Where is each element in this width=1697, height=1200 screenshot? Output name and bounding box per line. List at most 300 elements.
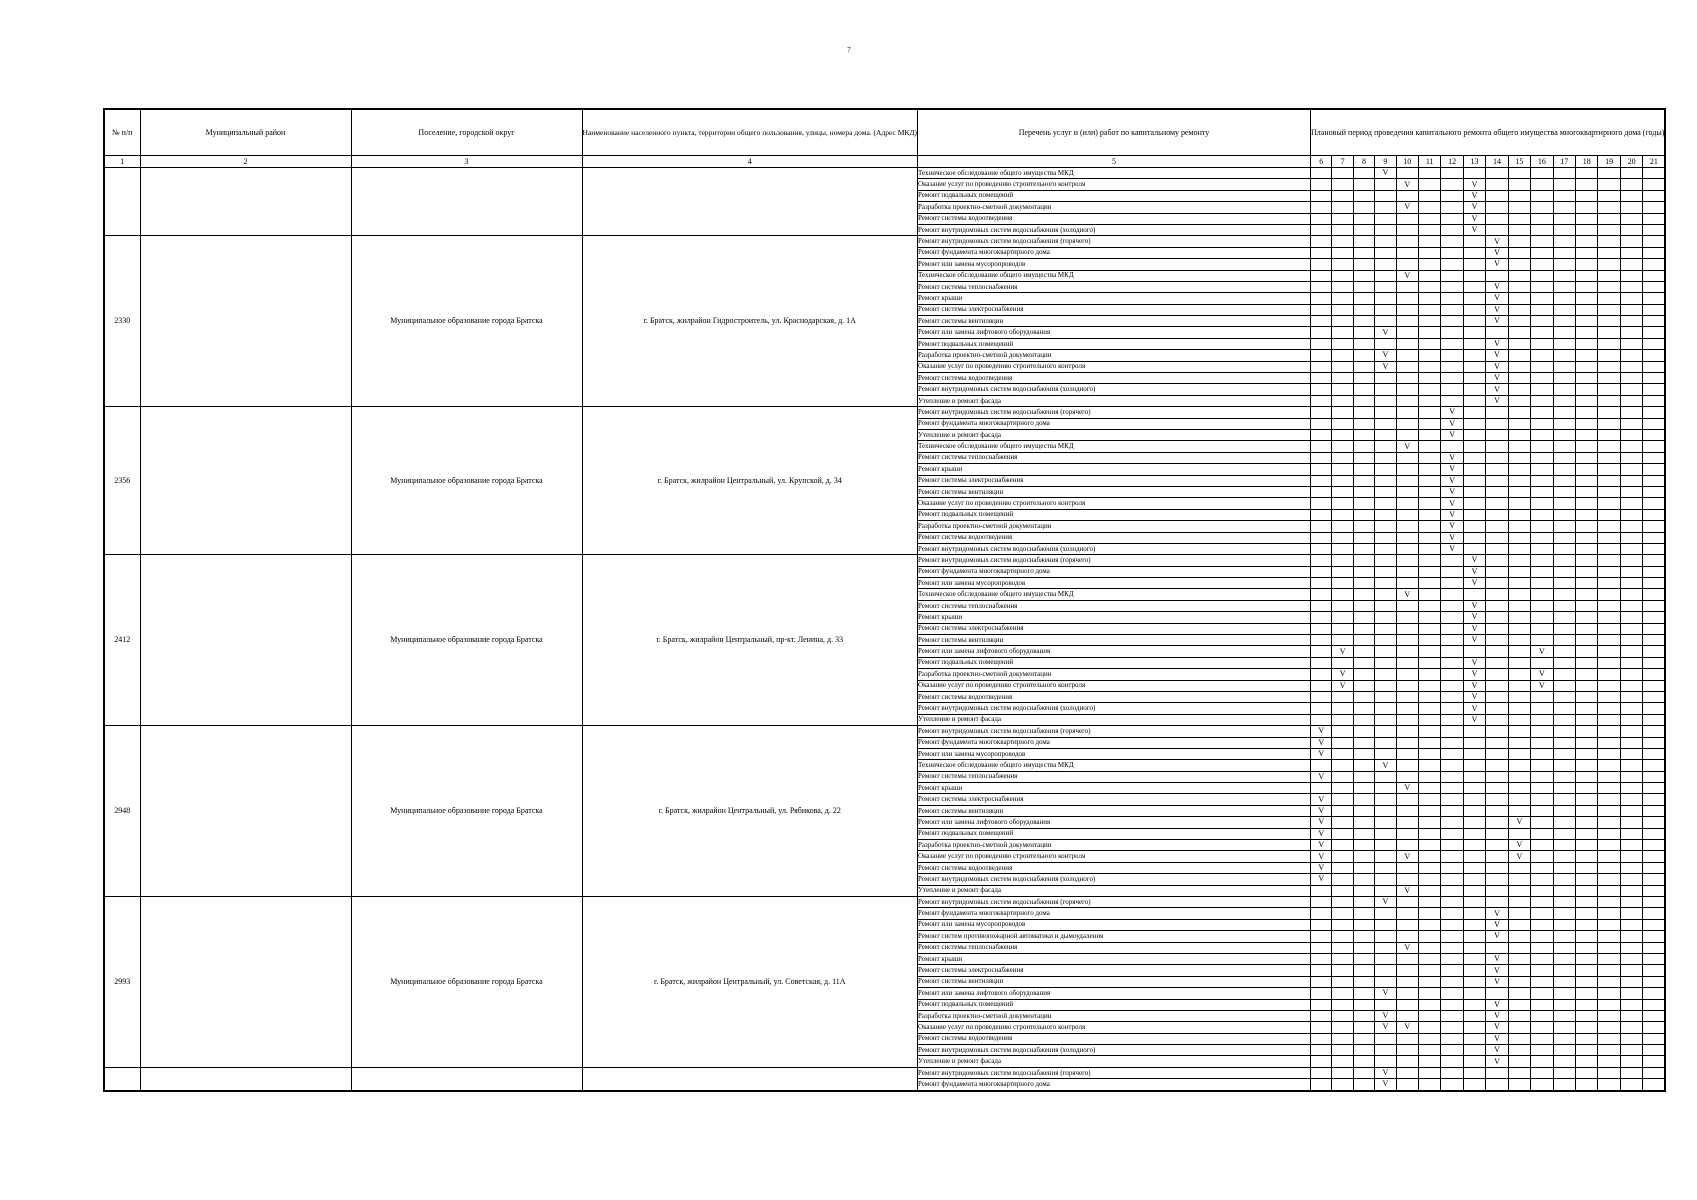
plan-cell (1332, 179, 1353, 190)
row-number: 2948 (104, 726, 140, 897)
plan-cell (1375, 338, 1396, 349)
column-number: 4 (582, 156, 918, 168)
plan-cell (1463, 418, 1485, 429)
plan-cell (1508, 703, 1530, 714)
plan-cell (1620, 771, 1642, 782)
plan-cell (1463, 794, 1485, 805)
plan-cell (1418, 452, 1440, 463)
plan-cell (1353, 657, 1374, 668)
plan-cell (1311, 407, 1332, 418)
plan-cell (1375, 418, 1396, 429)
plan-cell (1441, 908, 1463, 919)
plan-cell (1553, 464, 1575, 475)
plan-cell (1396, 350, 1418, 361)
plan-cell (1418, 475, 1440, 486)
plan-cell (1418, 202, 1440, 213)
plan-cell (1441, 771, 1463, 782)
plan-cell (1643, 418, 1666, 429)
plan-cell (1620, 509, 1642, 520)
plan-cell (1576, 794, 1598, 805)
plan-cell (1463, 1045, 1485, 1056)
plan-cell (1508, 1022, 1530, 1033)
plan-cell (1508, 862, 1530, 873)
plan-mark: V (1486, 1056, 1508, 1067)
column-number: 8 (1353, 156, 1374, 168)
plan-cell (1486, 771, 1508, 782)
plan-cell (1620, 874, 1642, 885)
plan-cell (1531, 179, 1553, 190)
plan-cell (1463, 350, 1485, 361)
header-row (104, 109, 1665, 156)
plan-mark: V (1396, 942, 1418, 953)
plan-cell (1311, 247, 1332, 258)
plan-mark: V (1531, 646, 1553, 657)
plan-cell (1396, 543, 1418, 554)
plan-cell (1418, 976, 1440, 987)
plan-cell (1486, 669, 1508, 680)
plan-cell (1418, 862, 1440, 873)
plan-cell (1396, 669, 1418, 680)
plan-cell (1531, 1079, 1553, 1091)
plan-cell (1311, 999, 1332, 1010)
plan-cell (1553, 1022, 1575, 1033)
plan-cell (1463, 384, 1485, 395)
plan-cell (1531, 475, 1553, 486)
plan-cell (1553, 976, 1575, 987)
plan-cell (1553, 1010, 1575, 1021)
plan-mark: V (1332, 680, 1353, 691)
plan-cell (1418, 429, 1440, 440)
table-body (104, 168, 1665, 1091)
plan-cell (1353, 771, 1374, 782)
plan-cell (1620, 885, 1642, 896)
plan-cell (1531, 293, 1553, 304)
plan-cell (1311, 395, 1332, 406)
plan-cell (1375, 555, 1396, 566)
plan-cell (1375, 578, 1396, 589)
plan-cell (1418, 498, 1440, 509)
plan-cell (1441, 236, 1463, 247)
plan-cell (1375, 908, 1396, 919)
plan-cell (1576, 714, 1598, 725)
row-number (104, 1067, 140, 1090)
plan-cell (1396, 190, 1418, 201)
plan-cell (1375, 976, 1396, 987)
plan-cell (1553, 395, 1575, 406)
work-item: Ремонт крыши (918, 293, 1311, 304)
plan-cell (1332, 612, 1353, 623)
plan-cell (1508, 748, 1530, 759)
plan-cell (1553, 281, 1575, 292)
plan-cell (1311, 578, 1332, 589)
plan-cell (1486, 942, 1508, 953)
plan-cell (1598, 635, 1620, 646)
plan-cell (1531, 509, 1553, 520)
plan-cell (1643, 452, 1666, 463)
work-item: Ремонт крыши (918, 612, 1311, 623)
plan-cell (1531, 794, 1553, 805)
plan-cell (1332, 475, 1353, 486)
plan-cell (1531, 384, 1553, 395)
plan-cell (1620, 1067, 1642, 1078)
plan-cell (1441, 384, 1463, 395)
plan-cell (1418, 840, 1440, 851)
plan-cell (1531, 395, 1553, 406)
plan-cell (1598, 874, 1620, 885)
address-cell (582, 168, 918, 236)
plan-cell (1396, 486, 1418, 497)
plan-cell (1508, 327, 1530, 338)
plan-cell (1576, 851, 1598, 862)
plan-cell (1486, 646, 1508, 657)
plan-cell (1598, 760, 1620, 771)
plan-cell (1598, 293, 1620, 304)
plan-cell (1332, 190, 1353, 201)
plan-cell (1418, 236, 1440, 247)
plan-cell (1576, 783, 1598, 794)
plan-cell (1508, 874, 1530, 885)
plan-cell (1508, 418, 1530, 429)
settlement-cell: Муниципальное образование города Братска (351, 726, 582, 897)
plan-mark: V (1486, 908, 1508, 919)
plan-cell (1620, 236, 1642, 247)
plan-cell (1332, 509, 1353, 520)
plan-cell (1353, 316, 1374, 327)
plan-cell (1643, 737, 1666, 748)
plan-cell (1375, 942, 1396, 953)
plan-cell (1643, 259, 1666, 270)
work-item: Утепление и ремонт фасада (918, 885, 1311, 896)
plan-cell (1643, 760, 1666, 771)
plan-cell (1643, 828, 1666, 839)
plan-cell (1553, 737, 1575, 748)
plan-cell (1576, 486, 1598, 497)
column-number: 9 (1375, 156, 1396, 168)
plan-cell (1620, 259, 1642, 270)
plan-cell (1576, 441, 1598, 452)
plan-cell (1311, 589, 1332, 600)
plan-cell (1576, 521, 1598, 532)
plan-cell (1643, 1067, 1666, 1078)
plan-cell (1375, 919, 1396, 930)
plan-cell (1332, 247, 1353, 258)
work-item: Ремонт или замена мусоропроводов (918, 259, 1311, 270)
plan-cell (1508, 726, 1530, 737)
plan-mark: V (1396, 179, 1418, 190)
plan-cell (1553, 897, 1575, 908)
plan-cell (1311, 612, 1332, 623)
table-row (104, 236, 1665, 247)
plan-cell (1508, 1067, 1530, 1078)
plan-cell (1553, 600, 1575, 611)
plan-cell (1463, 931, 1485, 942)
district-cell (140, 555, 351, 726)
plan-cell (1441, 281, 1463, 292)
plan-cell (1353, 202, 1374, 213)
plan-cell (1508, 771, 1530, 782)
plan-cell (1508, 1010, 1530, 1021)
plan-cell (1598, 1033, 1620, 1044)
plan-cell (1375, 874, 1396, 885)
plan-cell (1463, 942, 1485, 953)
plan-mark: V (1463, 202, 1485, 213)
work-item: Ремонт или замена лифтового оборудования (918, 646, 1311, 657)
plan-cell (1576, 168, 1598, 179)
plan-cell (1441, 566, 1463, 577)
plan-cell (1620, 464, 1642, 475)
work-item: Ремонт систем противопожарной автоматики и дымоудаления (918, 931, 1311, 942)
plan-cell (1553, 555, 1575, 566)
plan-cell (1553, 213, 1575, 224)
plan-cell (1553, 817, 1575, 828)
plan-cell (1643, 384, 1666, 395)
plan-cell (1441, 168, 1463, 179)
plan-cell (1643, 1045, 1666, 1056)
plan-cell (1643, 794, 1666, 805)
settlement-cell: Муниципальное образование города Братска (351, 407, 582, 555)
plan-mark: V (1396, 1022, 1418, 1033)
plan-cell (1332, 304, 1353, 315)
plan-cell (1463, 509, 1485, 520)
plan-cell (1441, 931, 1463, 942)
plan-cell (1643, 635, 1666, 646)
plan-cell (1643, 589, 1666, 600)
plan-cell (1418, 999, 1440, 1010)
work-item: Ремонт системы водоотведения (918, 1033, 1311, 1044)
plan-cell (1576, 965, 1598, 976)
plan-cell (1620, 919, 1642, 930)
plan-cell (1418, 794, 1440, 805)
plan-cell (1353, 748, 1374, 759)
work-item: Ремонт или замена мусоропроводов (918, 578, 1311, 589)
plan-mark: V (1463, 190, 1485, 201)
work-item: Утепление и ремонт фасада (918, 714, 1311, 725)
plan-cell (1643, 247, 1666, 258)
plan-cell (1598, 589, 1620, 600)
header-num: № п/п (104, 109, 140, 156)
plan-cell (1508, 714, 1530, 725)
plan-cell (1441, 760, 1463, 771)
plan-cell (1620, 703, 1642, 714)
plan-cell (1643, 714, 1666, 725)
plan-cell (1598, 190, 1620, 201)
plan-cell (1486, 635, 1508, 646)
plan-cell (1576, 828, 1598, 839)
plan-cell (1553, 908, 1575, 919)
plan-cell (1353, 259, 1374, 270)
plan-cell (1332, 452, 1353, 463)
plan-cell (1531, 464, 1553, 475)
plan-cell (1508, 338, 1530, 349)
plan-cell (1643, 817, 1666, 828)
work-item: Ремонт внутридомовых систем водоснабжения (холодного) (918, 1045, 1311, 1056)
plan-cell (1553, 919, 1575, 930)
plan-cell (1375, 612, 1396, 623)
plan-cell (1311, 566, 1332, 577)
plan-cell (1531, 1010, 1553, 1021)
plan-cell (1311, 418, 1332, 429)
plan-cell (1441, 703, 1463, 714)
plan-cell (1441, 202, 1463, 213)
plan-mark: V (1311, 862, 1332, 873)
plan-cell (1332, 942, 1353, 953)
plan-cell (1576, 669, 1598, 680)
plan-cell (1643, 486, 1666, 497)
plan-cell (1508, 600, 1530, 611)
plan-cell (1620, 680, 1642, 691)
column-number: 7 (1332, 156, 1353, 168)
plan-mark: V (1441, 452, 1463, 463)
plan-cell (1463, 270, 1485, 281)
plan-cell (1441, 874, 1463, 885)
plan-cell (1553, 874, 1575, 885)
plan-cell (1508, 555, 1530, 566)
plan-cell (1620, 407, 1642, 418)
plan-cell (1553, 475, 1575, 486)
plan-cell (1531, 281, 1553, 292)
plan-cell (1486, 555, 1508, 566)
plan-cell (1486, 418, 1508, 429)
plan-cell (1441, 999, 1463, 1010)
plan-cell (1598, 737, 1620, 748)
plan-cell (1508, 509, 1530, 520)
work-item: Ремонт фундамента многоквартирного дома (918, 566, 1311, 577)
plan-cell (1353, 988, 1374, 999)
plan-cell (1311, 373, 1332, 384)
plan-cell (1375, 509, 1396, 520)
plan-cell (1598, 919, 1620, 930)
plan-cell (1598, 395, 1620, 406)
plan-cell (1418, 589, 1440, 600)
plan-cell (1375, 851, 1396, 862)
plan-cell (1311, 783, 1332, 794)
plan-cell (1620, 1022, 1642, 1033)
plan-cell (1375, 953, 1396, 964)
plan-cell (1643, 532, 1666, 543)
plan-cell (1620, 190, 1642, 201)
plan-cell (1508, 316, 1530, 327)
plan-cell (1643, 395, 1666, 406)
plan-cell (1620, 566, 1642, 577)
plan-cell (1576, 384, 1598, 395)
plan-cell (1441, 213, 1463, 224)
plan-cell (1508, 919, 1530, 930)
plan-cell (1311, 236, 1332, 247)
plan-cell (1508, 350, 1530, 361)
plan-cell (1531, 224, 1553, 235)
plan-cell (1576, 703, 1598, 714)
work-item: Утепление и ремонт фасада (918, 395, 1311, 406)
plan-mark: V (1441, 498, 1463, 509)
plan-cell (1332, 840, 1353, 851)
plan-cell (1486, 840, 1508, 851)
plan-cell (1486, 486, 1508, 497)
plan-cell (1463, 851, 1485, 862)
plan-cell (1396, 623, 1418, 634)
column-number: 2 (140, 156, 351, 168)
plan-cell (1332, 236, 1353, 247)
plan-cell (1418, 726, 1440, 737)
plan-cell (1531, 429, 1553, 440)
plan-cell (1332, 760, 1353, 771)
plan-cell (1375, 726, 1396, 737)
plan-cell (1576, 475, 1598, 486)
column-number: 3 (351, 156, 582, 168)
plan-cell (1311, 486, 1332, 497)
plan-cell (1553, 486, 1575, 497)
plan-cell (1620, 316, 1642, 327)
plan-cell (1375, 703, 1396, 714)
plan-cell (1332, 532, 1353, 543)
plan-cell (1353, 919, 1374, 930)
plan-cell (1620, 1045, 1642, 1056)
plan-cell (1463, 783, 1485, 794)
header-plan-period: Плановый период проведения капитального ремонта общего имущества многоквартирного дома (годы) (1311, 109, 1666, 156)
plan-cell (1576, 407, 1598, 418)
work-item: Ремонт внутридомовых систем водоснабжения (горячего) (918, 407, 1311, 418)
plan-cell (1598, 714, 1620, 725)
plan-cell (1598, 931, 1620, 942)
plan-cell (1643, 885, 1666, 896)
plan-cell (1643, 976, 1666, 987)
plan-cell (1486, 851, 1508, 862)
plan-cell (1353, 190, 1374, 201)
plan-cell (1332, 1056, 1353, 1067)
plan-cell (1396, 293, 1418, 304)
plan-cell (1463, 919, 1485, 930)
plan-cell (1441, 646, 1463, 657)
plan-cell (1620, 976, 1642, 987)
plan-cell (1463, 281, 1485, 292)
plan-cell (1418, 1022, 1440, 1033)
plan-cell (1508, 1033, 1530, 1044)
plan-cell (1332, 429, 1353, 440)
plan-cell (1620, 840, 1642, 851)
plan-cell (1418, 988, 1440, 999)
plan-cell (1620, 862, 1642, 873)
plan-cell (1598, 270, 1620, 281)
plan-cell (1332, 441, 1353, 452)
work-item: Оказание услуг по проведению строительного контроля (918, 498, 1311, 509)
plan-cell (1311, 361, 1332, 372)
plan-cell (1553, 224, 1575, 235)
plan-cell (1643, 908, 1666, 919)
plan-cell (1418, 623, 1440, 634)
plan-cell (1353, 897, 1374, 908)
plan-cell (1486, 726, 1508, 737)
plan-cell (1396, 646, 1418, 657)
plan-cell (1508, 669, 1530, 680)
plan-cell (1598, 259, 1620, 270)
plan-cell (1375, 202, 1396, 213)
plan-cell (1396, 1045, 1418, 1056)
plan-cell (1531, 919, 1553, 930)
plan-cell (1375, 384, 1396, 395)
plan-cell (1598, 623, 1620, 634)
plan-cell (1643, 1010, 1666, 1021)
plan-cell (1353, 794, 1374, 805)
plan-cell (1598, 988, 1620, 999)
plan-cell (1531, 600, 1553, 611)
plan-cell (1332, 418, 1353, 429)
plan-cell (1353, 281, 1374, 292)
plan-cell (1332, 874, 1353, 885)
plan-cell (1598, 1045, 1620, 1056)
work-item: Утепление и ремонт фасада (918, 429, 1311, 440)
plan-cell (1620, 247, 1642, 258)
work-item: Разработка проектно-сметной документации (918, 202, 1311, 213)
plan-cell (1508, 464, 1530, 475)
